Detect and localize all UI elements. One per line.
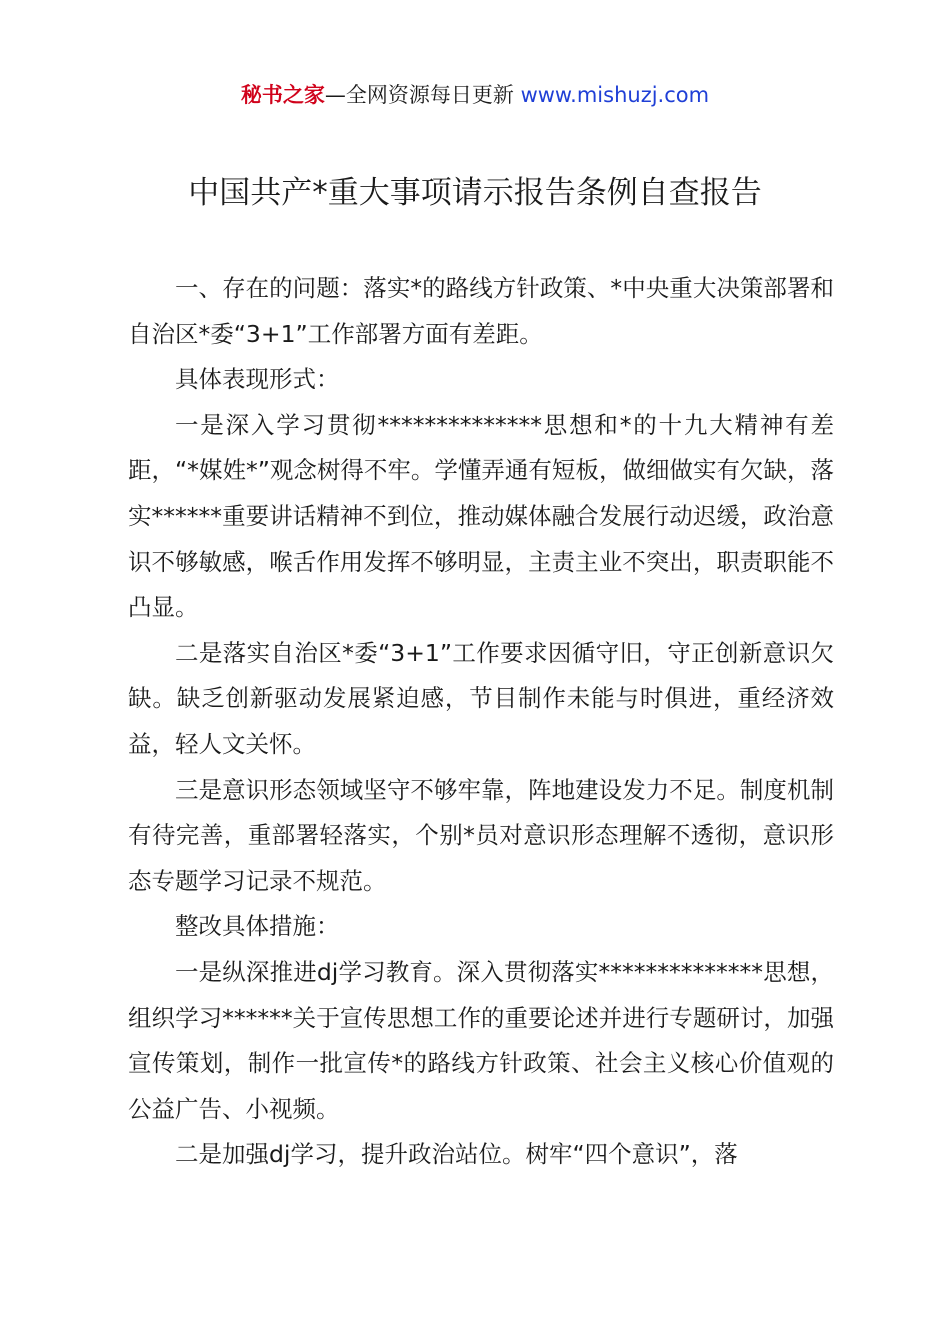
paragraph: 二是加强dj学习，提升政治站位。树牢“四个意识”，落 <box>175 1140 738 1169</box>
paragraph: 三是意识形态领域坚守不够牢靠，阵地建设发力不足。制度机制有待完善，重部署轻落实，个别*员对意识形态理解不透彻，意识形态专题学习记录不规范。 <box>128 775 834 895</box>
site-tagline: —全网资源每日更新 <box>324 83 514 107</box>
site-url[interactable]: www.mishuzj.com <box>520 83 710 107</box>
site-brand: 秘书之家 <box>240 83 325 107</box>
paragraph: 具体表现形式： <box>175 365 340 394</box>
paragraph: 一是深入学习贯彻**************思想和*的十九大精神有差距，“*媒姓*”观念树得不牢。学懂弄通有短板，做细做实有欠缺，落实******重要讲话精神不到位，推动媒体融合发展行动迟缓，政治意识不够敏感，喉舌作用发挥不够明显，主责主业不突出，职责职能不凸显。 <box>128 410 834 622</box>
document-body <box>128 266 834 1178</box>
paragraph: 一是纵深推进dj学习教育。深入贯彻落实**************思想，组织学习******关于宣传思想工作的重要论述并进行专题研讨，加强宣传策划，制作一批宣传*的路线方针政策、社会主义核心价值观的公益广告、小视频。 <box>128 957 834 1123</box>
paragraph: 整改具体措施： <box>175 912 340 941</box>
document-title: 中国共产*重大事项请示报告条例自查报告 <box>188 175 762 211</box>
site-header <box>0 80 950 110</box>
paragraph: 一、存在的问题：落实*的路线方针政策、*中央重大决策部署和自治区*委“3+1”工作部署方面有差距。 <box>128 274 834 348</box>
paragraph: 二是落实自治区*委“3+1”工作要求因循守旧，守正创新意识欠缺。缺乏创新驱动发展紧迫感，节目制作未能与时俱进，重经济效益，轻人文关怀。 <box>128 638 834 758</box>
